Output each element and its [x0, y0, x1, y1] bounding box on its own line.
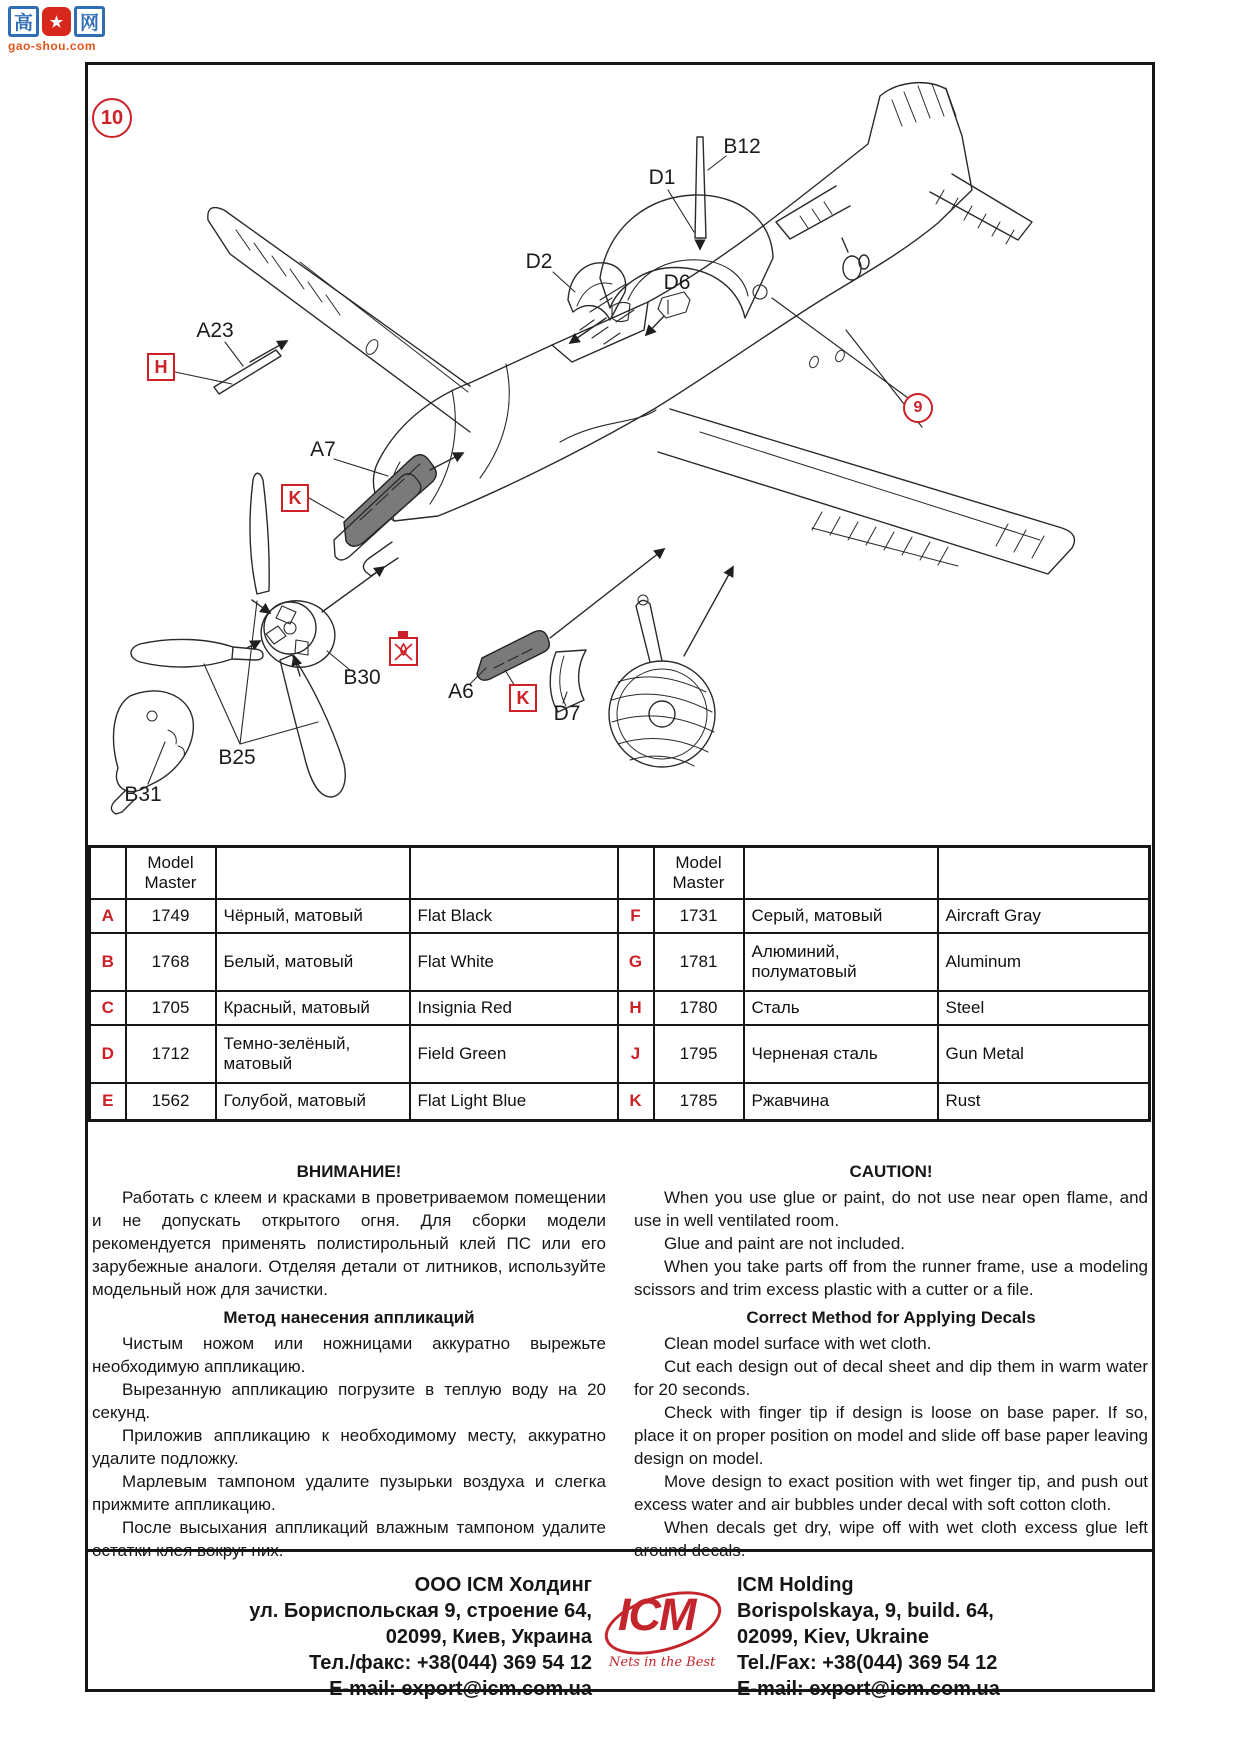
footer-ru-line: ул. Бориспольская 9, строение 64, — [249, 1600, 592, 1622]
ru-paragraph: Марлевым тампоном удалите пузырьки воздуха и слегка прижмите аппликацию. — [92, 1472, 606, 1514]
paint-number: 1749 — [126, 899, 216, 933]
part-label-b31: B31 — [124, 783, 162, 806]
paint-name-ru: Сталь — [744, 991, 938, 1025]
part-label-b12: B12 — [723, 135, 761, 158]
paint-row — [90, 933, 1150, 991]
paint-mark-h: H — [147, 353, 175, 381]
no-glue-icon — [390, 631, 417, 665]
paint-row — [90, 1025, 1150, 1083]
header-empty — [410, 847, 618, 899]
header-empty — [744, 847, 938, 899]
paint-number: 1712 — [126, 1025, 216, 1083]
paint-name-ru: Белый, матовый — [216, 933, 410, 991]
see-step-number: 9 — [913, 399, 923, 416]
paint-code: G — [618, 933, 654, 991]
header-empty — [618, 847, 654, 899]
paint-row — [90, 991, 1150, 1025]
en-paragraph: Glue and paint are not included. — [664, 1234, 906, 1253]
en-decals-title: Correct Method for Applying Decals — [746, 1308, 1036, 1327]
paint-row — [90, 1083, 1150, 1121]
watermark-gaoshou — [8, 6, 105, 53]
footer-en-line: Tel./Fax: +38(044) 369 54 12 — [737, 1652, 998, 1674]
paint-code: D — [90, 1025, 126, 1083]
paint-number: 1795 — [654, 1025, 744, 1083]
paint-code: C — [90, 991, 126, 1025]
ru-paragraph: Чистым ножом или ножницами аккуратно вырежьте необходимую аппликацию. — [92, 1334, 606, 1376]
part-label-d7: D7 — [553, 702, 581, 725]
paint-number: 1781 — [654, 933, 744, 991]
icm-logo — [601, 1580, 729, 1682]
paint-name-ru: Темно-зелёный, матовый — [216, 1025, 410, 1083]
paint-name-ru: Голубой, матовый — [216, 1083, 410, 1121]
paint-code: B — [90, 933, 126, 991]
en-paragraph: Clean model surface with wet cloth. — [664, 1334, 932, 1353]
part-label-a23: A23 — [196, 319, 234, 342]
part-label-a7: A7 — [310, 438, 336, 461]
step-number: 10 — [100, 106, 124, 129]
icm-logo-text: ICM — [618, 1589, 695, 1640]
ru-paragraph: Работать с клеем и красками в проветриваемом помещении и не допускать открытого огня. Для сборки модели рекомендуется применять полистирольный клей ПС или его зарубежные аналоги. Отделяя детали от литников, используйте модельный нож для зачистки. — [92, 1188, 606, 1299]
paint-code: E — [90, 1083, 126, 1121]
icm-logo-tagline: Nets in the Best — [609, 1655, 716, 1670]
footer-ru-line: E-mail: export@icm.com.ua — [329, 1678, 592, 1700]
paint-mark-k1: K — [281, 484, 309, 512]
see-step-badge — [903, 393, 933, 423]
watermark-char-left: 高 — [8, 6, 39, 37]
en-paragraph: When decals get dry, wipe off with wet cloth excess glue left around decals. — [634, 1518, 1148, 1560]
paint-code: A — [90, 899, 126, 933]
paint-number: 1705 — [126, 991, 216, 1025]
en-paragraph: Check with finger tip if design is loose on base paper. If so, place it on proper position on model and slide off base paper leaving design on model. — [634, 1403, 1148, 1468]
paint-row — [90, 899, 1150, 933]
paint-name-en: Insignia Red — [410, 991, 618, 1025]
paint-code: K — [618, 1083, 654, 1121]
footer-en-line: 02099, Kiev, Ukraine — [737, 1626, 929, 1648]
part-label-b25: B25 — [218, 746, 256, 769]
step-number-badge — [92, 98, 132, 138]
watermark-site-text: gao-shou.com — [8, 39, 97, 53]
header-model-master-left: Model Master — [126, 847, 216, 899]
part-label-b30: B30 — [343, 666, 381, 689]
part-label-d6: D6 — [663, 271, 691, 294]
part-label-d1: D1 — [648, 166, 676, 189]
paint-number: 1731 — [654, 899, 744, 933]
footer-en-line: ICM Holding — [737, 1574, 854, 1596]
paint-name-ru: Алюминий, полуматовый — [744, 933, 938, 991]
paint-number: 1785 — [654, 1083, 744, 1121]
paint-table-header-row — [90, 847, 1150, 899]
paint-name-ru: Черненая сталь — [744, 1025, 938, 1083]
paint-name-en: Aircraft Gray — [938, 899, 1150, 933]
paint-code: H — [618, 991, 654, 1025]
footer-en-line: Borispolskaya, 9, build. 64, — [737, 1600, 994, 1622]
footer-address-en — [737, 1572, 1167, 1702]
aircraft-exploded-diagram — [85, 62, 1155, 842]
paint-name-ru: Серый, матовый — [744, 899, 938, 933]
ru-decals-title: Метод нанесения аппликаций — [223, 1308, 475, 1327]
footer-ru-line: ООО ICM Холдинг — [414, 1574, 592, 1596]
paint-number: 1768 — [126, 933, 216, 991]
en-paragraph: When you take parts off from the runner frame, use a modeling scissors and trim excess plastic with a cutter or a file. — [634, 1257, 1148, 1299]
watermark-gear-icon: ★ — [42, 7, 71, 36]
paint-code: J — [618, 1025, 654, 1083]
header-empty — [90, 847, 126, 899]
footer-ru-line: 02099, Киев, Украина — [385, 1626, 592, 1648]
paint-mark-k2: K — [509, 684, 537, 712]
paint-number: 1780 — [654, 991, 744, 1025]
paint-name-en: Flat Light Blue — [410, 1083, 618, 1121]
ru-paragraph: После высыхания аппликаций влажным тампоном удалите остатки клея вокруг них. — [92, 1518, 606, 1560]
paint-name-en: Field Green — [410, 1025, 618, 1083]
ru-paragraph: Вырезанную аппликацию погрузите в теплую воду на 20 секунд. — [92, 1380, 606, 1422]
paint-name-en: Aluminum — [938, 933, 1150, 991]
en-paragraph: Cut each design out of decal sheet and dip them in warm water for 20 seconds. — [634, 1357, 1148, 1399]
ru-caution-title: ВНИМАНИЕ! — [296, 1162, 402, 1181]
paint-number: 1562 — [126, 1083, 216, 1121]
paint-name-en: Rust — [938, 1083, 1150, 1121]
paint-name-en: Flat White — [410, 933, 618, 991]
header-empty — [216, 847, 410, 899]
paint-name-ru: Красный, матовый — [216, 991, 410, 1025]
header-empty — [938, 847, 1150, 899]
paint-name-en: Steel — [938, 991, 1150, 1025]
paint-code: F — [618, 899, 654, 933]
watermark-char-right: 网 — [74, 6, 105, 37]
footer-en-line: E-mail: export@icm.com.ua — [737, 1678, 1000, 1700]
footer-address-ru — [150, 1572, 592, 1702]
instructions-ru — [92, 1160, 606, 1562]
ru-paragraph: Приложив аппликацию к необходимому месту, аккуратно удалите подложку. — [92, 1426, 606, 1468]
en-caution-title: CAUTION! — [849, 1162, 933, 1181]
paint-name-en: Gun Metal — [938, 1025, 1150, 1083]
en-paragraph: Move design to exact position with wet finger tip, and push out excess water and air bubbles under decal with soft cotton cloth. — [634, 1472, 1148, 1514]
header-model-master-right: Model Master — [654, 847, 744, 899]
part-label-a6: A6 — [448, 680, 474, 703]
part-label-d2: D2 — [525, 250, 553, 273]
instructions-en — [634, 1160, 1148, 1562]
footer-ru-line: Тел./факс: +38(044) 369 54 12 — [308, 1652, 592, 1674]
en-paragraph: When you use glue or paint, do not use near open flame, and use in well ventilated room. — [634, 1188, 1148, 1230]
paint-name-ru: Чёрный, матовый — [216, 899, 410, 933]
paint-name-en: Flat Black — [410, 899, 618, 933]
paint-table — [88, 845, 1151, 1122]
paint-name-ru: Ржавчина — [744, 1083, 938, 1121]
